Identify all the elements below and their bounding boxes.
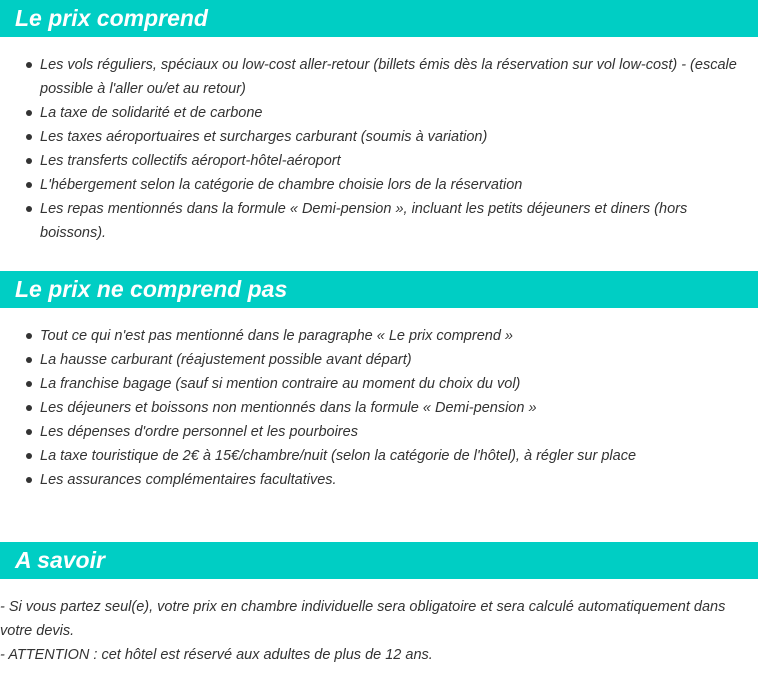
list-item bbox=[0, 173, 758, 197]
list-item-text: La franchise bagage (sauf si mention contraire au moment du choix du vol) bbox=[40, 376, 521, 392]
list-item-text: Les transferts collectifs aéroport-hôtel-aéroport bbox=[40, 153, 341, 169]
list-item-text: Les taxes aéroportuaires et surcharges carburant (soumis à variation) bbox=[40, 129, 488, 145]
list-item-text: Les vols réguliers, spéciaux ou low-cost aller-retour (billets émis dès la réservation sur vol low-cost) - (escale possible à l'aller ou/et au retour) bbox=[40, 57, 737, 97]
list-item-text: Les dépenses d'ordre personnel et les pourboires bbox=[40, 424, 358, 440]
bullet-icon bbox=[26, 134, 32, 140]
list-item-text: Les déjeuners et boissons non mentionnés dans la formule « Demi-pension » bbox=[40, 400, 537, 416]
list-item-text: Les assurances complémentaires facultatives. bbox=[40, 472, 337, 488]
list-item bbox=[0, 396, 758, 420]
list-item-text: L'hébergement selon la catégorie de chambre choisie lors de la réservation bbox=[40, 177, 523, 193]
price-includes-list bbox=[0, 53, 758, 245]
list-item-text: La taxe de solidarité et de carbone bbox=[40, 105, 263, 121]
bullet-icon bbox=[26, 405, 32, 411]
list-item-text: Les repas mentionnés dans la formule « Demi-pension », incluant les petits déjeuners et diners (hors boissons). bbox=[40, 201, 688, 241]
list-item bbox=[0, 149, 758, 173]
bullet-icon bbox=[26, 333, 32, 339]
list-item bbox=[0, 372, 758, 396]
bullet-icon bbox=[26, 110, 32, 116]
list-item bbox=[0, 420, 758, 444]
bullet-icon bbox=[26, 206, 32, 212]
bullet-icon bbox=[26, 158, 32, 164]
bullet-icon bbox=[26, 381, 32, 387]
list-item-text: La taxe touristique de 2€ à 15€/chambre/nuit (selon la catégorie de l'hôtel), à régler sur place bbox=[40, 448, 637, 464]
bullet-icon bbox=[26, 62, 32, 68]
note-text: - ATTENTION : cet hôtel est réservé aux adultes de plus de 12 ans. bbox=[0, 647, 433, 663]
note-text: - Si vous partez seul(e), votre prix en chambre individuelle sera obligatoire et sera calculé automatiquement dans votre devis. bbox=[0, 599, 726, 639]
list-item bbox=[0, 348, 758, 372]
section-title-good-to-know: A savoir bbox=[0, 542, 758, 579]
bullet-icon bbox=[26, 453, 32, 459]
list-item bbox=[0, 53, 758, 101]
list-item-text: La hausse carburant (réajustement possible avant départ) bbox=[40, 352, 412, 368]
list-item bbox=[0, 324, 758, 348]
list-item-text: Tout ce qui n'est pas mentionné dans le paragraphe « Le prix comprend » bbox=[40, 328, 513, 344]
list-item bbox=[0, 101, 758, 125]
section-title-price-includes: Le prix comprend bbox=[0, 0, 758, 37]
bullet-icon bbox=[26, 182, 32, 188]
bullet-icon bbox=[26, 357, 32, 363]
good-to-know-notes bbox=[0, 595, 758, 667]
section-title-price-excludes: Le prix ne comprend pas bbox=[0, 271, 758, 308]
bullet-icon bbox=[26, 429, 32, 435]
bullet-icon bbox=[26, 477, 32, 483]
list-item bbox=[0, 468, 758, 492]
list-item bbox=[0, 125, 758, 149]
list-item bbox=[0, 197, 758, 245]
list-item bbox=[0, 444, 758, 468]
price-excludes-list bbox=[0, 324, 758, 492]
